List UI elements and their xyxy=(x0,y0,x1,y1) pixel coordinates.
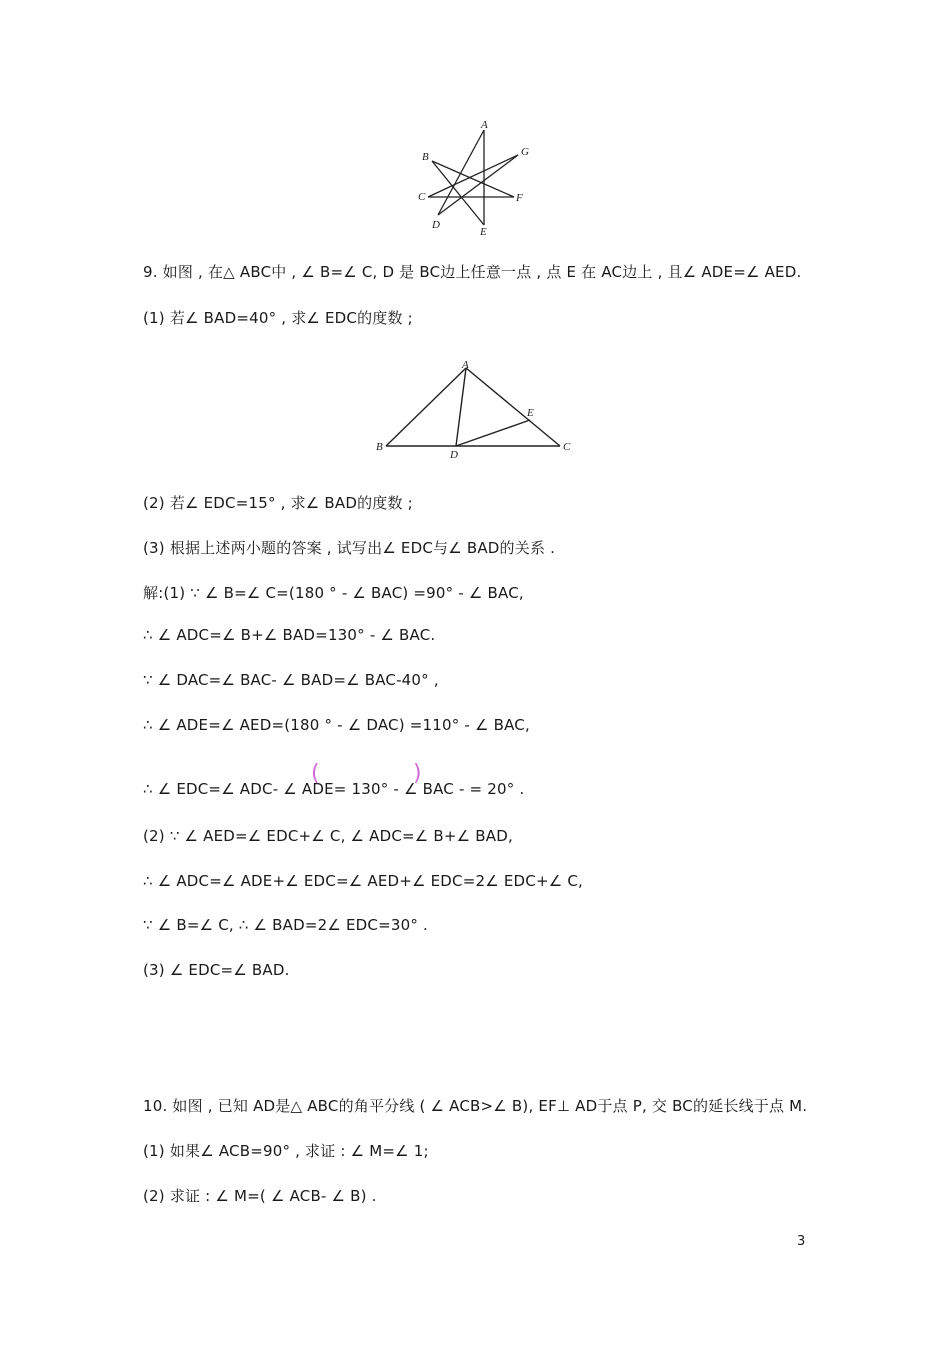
page-number: 3 xyxy=(797,1234,806,1249)
solution-part-2-line-2: ∴ ∠ ADC=∠ ADE+∠ EDC=∠ AED+∠ EDC=2∠ EDC+∠ C, xyxy=(143,872,583,890)
annotation-left-paren: ( xyxy=(311,761,320,786)
solution-line-5: ∴ ∠ EDC=∠ ADC- ∠ ADE= 130° - ∠ BAC - = 20° . xyxy=(143,780,525,798)
problem-10-statement: 10. 如图 , 已知 AD是△ ABC的角平分线 ( ∠ ACB>∠ B), EF⊥ AD于点 P, 交 BC的延长线于点 M. xyxy=(143,1097,808,1115)
star-label-c: C xyxy=(418,191,426,203)
triangle-label-e: E xyxy=(527,407,534,419)
solution-line-4: ∴ ∠ ADE=∠ AED=(180 ° - ∠ DAC) =110° - ∠ BAC, xyxy=(143,716,530,734)
triangle-label-c: C xyxy=(563,441,571,453)
solution-line-2: ∴ ∠ ADC=∠ B+∠ BAD=130° - ∠ BAC. xyxy=(143,626,436,644)
triangle-label-a: A xyxy=(462,359,469,371)
problem-9-statement: 9. 如图 , 在△ ABC中 , ∠ B=∠ C, D 是 BC边上任意一点 , 点 E 在 AC边上 , 且∠ ADE=∠ AED. xyxy=(143,263,802,281)
solution-line-1: 解:(1) ∵ ∠ B=∠ C=(180 ° - ∠ BAC) =90° - ∠ BAC, xyxy=(143,584,524,602)
problem-9-part-2: (2) 若∠ EDC=15° , 求∠ BAD的度数 ; xyxy=(143,494,413,512)
problem-9-part-3: (3) 根据上述两小题的答案 , 试写出∠ EDC与∠ BAD的关系 . xyxy=(143,539,556,557)
triangle-figure xyxy=(370,358,580,463)
triangle-label-b: B xyxy=(376,441,383,453)
star-label-g: G xyxy=(521,146,529,158)
annotation-right-paren: ) xyxy=(413,761,422,786)
solution-part-2-line-3: ∵ ∠ B=∠ C, ∴ ∠ BAD=2∠ EDC=30° . xyxy=(143,916,428,934)
star-label-f: F xyxy=(516,192,523,204)
problem-9-part-1: (1) 若∠ BAD=40° , 求∠ EDC的度数 ; xyxy=(143,309,413,327)
solution-part-2-line-1: (2) ∵ ∠ AED=∠ EDC+∠ C, ∠ ADC=∠ B+∠ BAD, xyxy=(143,827,513,845)
star-label-b: B xyxy=(422,151,429,163)
star-label-d: D xyxy=(432,219,440,231)
star-label-a: A xyxy=(481,119,488,131)
solution-line-3: ∵ ∠ DAC=∠ BAC- ∠ BAD=∠ BAC-40° , xyxy=(143,671,439,689)
triangle-label-d: D xyxy=(450,449,458,461)
problem-10-part-1: (1) 如果∠ ACB=90° , 求证 : ∠ M=∠ 1; xyxy=(143,1142,429,1160)
star-figure xyxy=(410,115,550,240)
star-label-e: E xyxy=(480,226,487,238)
problem-10-part-2: (2) 求证 : ∠ M=( ∠ ACB- ∠ B) . xyxy=(143,1187,377,1205)
solution-part-3: (3) ∠ EDC=∠ BAD. xyxy=(143,961,290,979)
